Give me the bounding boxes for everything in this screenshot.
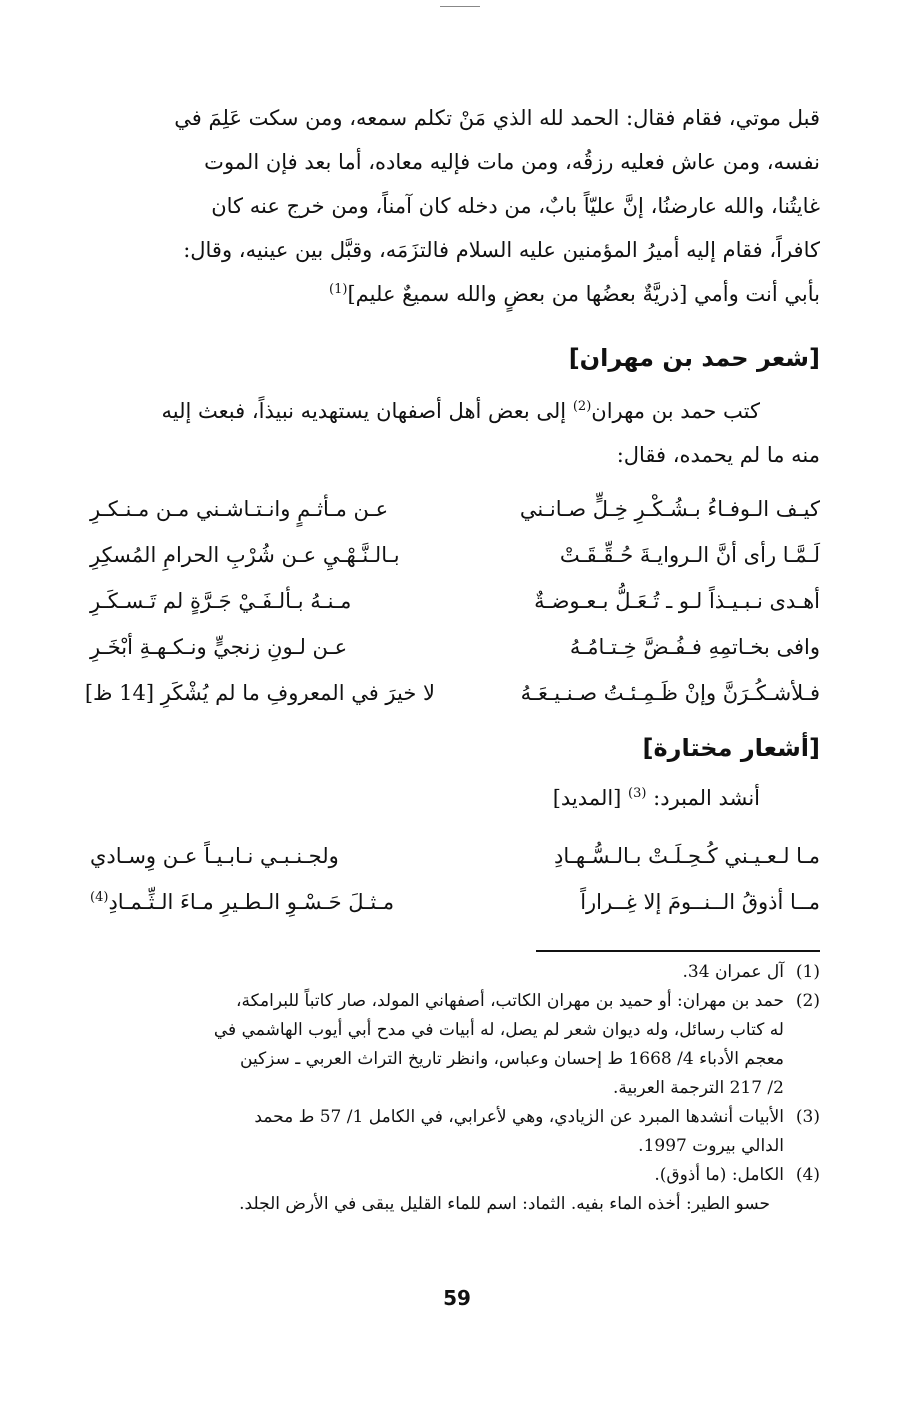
poem1-intro-text-a: كتب حمد بن مهران: [591, 399, 760, 423]
poem1-intro-line2: منه ما لم يحمده، فقال:: [616, 443, 820, 467]
hemistich-second: بـالـنَّـهْـيِ عـن شُرْبِ الحرامِ المُسكِرِ: [90, 543, 400, 567]
verse: [90, 879, 820, 925]
hemistich-first: لَـمَّـا رأى أنَّ الـروايـةَ حُـقِّـقَـتْ: [559, 543, 820, 567]
footnote-number: (4): [795, 1165, 820, 1185]
top-rule: [440, 6, 480, 7]
footnote-number: (1): [795, 962, 820, 982]
footnote-marker: (3): [628, 786, 647, 801]
poem1: [84, 486, 820, 716]
poem1-intro-text-b: إلى بعض أهل أصفهان يستهديه نبيذاً، فبعث إليه: [161, 399, 573, 423]
footnote-body: [90, 958, 784, 987]
footnote-body: [90, 1103, 784, 1161]
footnote-line: حمد بن مهران: أو حميد بن مهران الكاتب، أصفهاني المولد، صار كاتباً للبرامكة،: [236, 991, 784, 1011]
footnote-separator: [536, 950, 820, 952]
hemistich-first: فـلأشـكُـرَنَّ وإنْ ظَـمِـئـتُ صـنـيـعَـهُ: [520, 681, 820, 705]
verse: [84, 670, 820, 716]
footnote-line: معجم الأدباء 4/ 1668 ط إحسان وعباس، وانظر تاريخ التراث العربي ـ سزكين: [240, 1049, 784, 1069]
poem2-intro: [90, 776, 820, 820]
intro-line-text: بأبي أنت وأمي [ذريَّةٌ بعضُها من بعضٍ والله سميعٌ عليم]: [347, 282, 820, 306]
footnote-line: له كتاب رسائل، وله ديوان شعر لم يصل، له أبيات في مدح أبي أيوب الهاشمي في: [213, 1020, 784, 1040]
footnote-line: 2/ 217 الترجمة العربية.: [613, 1078, 784, 1098]
footnote: [90, 958, 820, 987]
poem1-intro: [90, 389, 820, 477]
footnote-number: (2): [795, 991, 820, 1011]
verse: [90, 624, 820, 670]
intro-line: نفسه، ومن عاش فعليه رزقُه، ومن مات فإليه معاده، أما بعد فإن الموت: [204, 150, 820, 174]
footnote-marker: (4): [90, 890, 109, 905]
footnote-marker: (1): [329, 282, 348, 297]
page-number: 59: [443, 1286, 471, 1310]
footnote-body: [90, 987, 784, 1103]
hemistich-first: مــا أذوقُ الــنــومَ إلا غِــراراً: [580, 890, 820, 914]
footnote-line: آل عمران 34.: [682, 962, 784, 982]
hemistich-first: أهـدى نـبـيـذاً لـو ـ تُـعَـلُّ بـعـوضـةٌ: [534, 589, 820, 613]
hemistich-second: عـن لـونِ زنجيٍّ ونـكـهـةِ أبْخَـرِ: [90, 635, 348, 659]
footnote: [90, 1103, 820, 1161]
verse: [90, 486, 820, 532]
intro-line-last: [90, 272, 820, 316]
intro-line: قبل موتي، فقام فقال: الحمد لله الذي مَنْ تكلم سمعه، ومن سكت عَلِمَ في: [174, 106, 820, 130]
footnote-number: (3): [795, 1107, 820, 1127]
footnote: [90, 1161, 820, 1190]
footnote-line: الكامل: (ما أذوق).: [654, 1165, 784, 1185]
hemistich-first: كيـف الـوفـاءُ بـشُـكْـرِ خِـلٍّ صـانـني: [519, 497, 820, 521]
poem2: [90, 833, 820, 925]
hemistich-second: ولجـنـبـي نـابـيـاً عـن وِسـادي: [90, 844, 339, 868]
hemistich-first: وافى بخـاتمِهِ فـفُـضَّ خِـتـامُـهُ: [569, 635, 820, 659]
poem2-intro-text-a: أنشد المبرد:: [646, 786, 760, 810]
section-heading-hamd-ibn-mahran: [شعر حمد بن مهران]: [568, 344, 820, 372]
verse: [90, 532, 820, 578]
footnote-marker: (2): [572, 399, 592, 414]
intro-line: غايتُنا، والله عارضنُا، إنَّ عليّاً بابٌ، من دخله كان آمناً، ومن خرج عنه كان: [211, 194, 820, 218]
verse: [90, 578, 820, 624]
footnote-gloss: حسو الطير: أخذه الماء بفيه. الثماد: اسم للماء القليل يبقى في الأرض الجلد.: [239, 1194, 770, 1214]
hemistich-first: مـا لـعـيـني كُـحِـلَـتْ بـالـسُّـهـادِ: [554, 844, 820, 868]
poem2-intro-line: [90, 776, 820, 820]
footnote-line: الدالي بيروت 1997.: [638, 1136, 784, 1156]
meter-name: [المديد]: [552, 786, 629, 810]
intro-paragraph: [90, 96, 820, 316]
hemistich-second: عـن مـأثـمٍ وانـتـاشـني مـن مـنـكـرِ: [90, 497, 389, 521]
hemistich-second: [90, 890, 435, 914]
section-heading-selected-poems: [أشعار مختارة]: [642, 734, 820, 762]
footnote-line: الأبيات أنشدها المبرد عن الزيادي، وهي لأعرابي، في الكامل 1/ 57 ط محمد: [254, 1107, 784, 1127]
footnote: [90, 987, 820, 1103]
footnote-body: [90, 1161, 784, 1190]
hemistich-second: مـنـهُ بـألـفَـيْ جَـرَّةٍ لم تَـسـكَـرِ: [90, 589, 352, 613]
intro-line: كافراً، فقام إليه أميرُ المؤمنين عليه السلام فالتزَمَه، وقبَّل بين عينيه، وقال:: [183, 238, 820, 262]
hemistich-second: لا خيرَ في المعروفِ ما لم يُشْكَرِ [14 ظ]: [84, 681, 435, 705]
footnotes: [90, 958, 820, 1219]
verse: [90, 833, 820, 879]
hemistich-second-text: مـثـلَ حَـسْـوِ الـطـيرِ مـاءَ الـثِّـمـادِ: [108, 890, 395, 914]
poem1-intro-line: [90, 389, 820, 433]
